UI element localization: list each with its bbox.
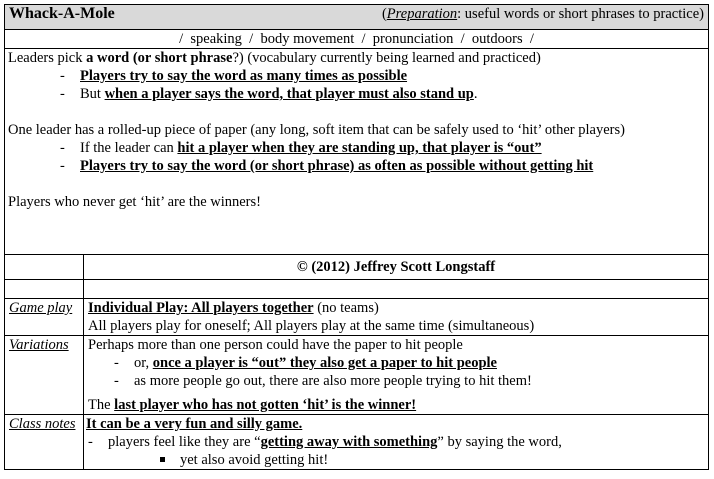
text-bold-underline: once a player is “out” they also get a paper to hit people <box>152 355 497 371</box>
classnotes-bullet-1 <box>86 433 704 451</box>
desc-bullet-3 <box>8 139 704 157</box>
description-cell <box>5 49 709 255</box>
description-row <box>5 49 709 255</box>
gameplay-label-cell <box>5 299 84 336</box>
empty-row <box>5 280 709 299</box>
text-bold-underline: Players try to say the word as many times as possible <box>80 68 408 84</box>
classnotes-subbullet-1: yet also avoid getting hit! <box>86 451 704 469</box>
classnotes-label: Class notes <box>9 416 76 432</box>
desc-line-3: Players who never get ‘hit’ are the winners! <box>8 194 261 210</box>
text: The <box>88 397 115 413</box>
spacer <box>8 175 704 193</box>
bullet-text <box>134 355 497 371</box>
text: Leaders pick <box>8 50 87 66</box>
classnotes-row <box>5 415 709 470</box>
text-bold-underline: hit a player when they are standing up, that player is “out” <box>177 140 542 156</box>
copyright-label-cell <box>5 255 84 280</box>
variations-bullet-1 <box>88 354 704 372</box>
variations-bullet-2 <box>88 372 704 390</box>
header-row <box>5 5 709 30</box>
text-bold-underline: last player who has not gotten ‘hit’ is the winner! <box>114 397 417 413</box>
bullet-text: as more people go out, there are also more people trying to hit them! <box>134 373 532 389</box>
variations-label: Variations <box>9 337 69 353</box>
gameplay-label: Game play <box>9 300 73 316</box>
text: . <box>473 86 478 102</box>
text: ” by saying the word, <box>437 434 562 450</box>
variations-label-cell <box>5 336 84 415</box>
empty-cell <box>5 280 84 299</box>
classnotes-line-1: It can be a very fun and silly game. <box>86 416 303 432</box>
text: (no teams) <box>313 300 379 316</box>
activity-title: Whack-A-Mole <box>9 5 115 22</box>
classnotes-label-cell <box>5 415 84 470</box>
text: or, <box>134 355 153 371</box>
gameplay-line-1 <box>88 299 704 317</box>
gameplay-content <box>84 299 709 336</box>
desc-line-2: One leader has a rolled-up piece of paper (any long, soft item that can be safely used to ‘hit’ other players) <box>8 122 625 138</box>
preparation-text: : useful words or short phrases to practice) <box>457 6 704 22</box>
text: If the leader can <box>80 140 178 156</box>
preparation-note <box>382 5 704 23</box>
desc-bullet-1 <box>8 67 704 85</box>
text: But <box>80 86 105 102</box>
variations-line-4 <box>88 396 704 414</box>
text-bold-underline: when a player says the word, that player must also stand up <box>104 86 474 102</box>
desc-bullet-2 <box>8 85 704 103</box>
bullet-text <box>80 140 542 156</box>
preparation-label: Preparation <box>386 6 458 22</box>
desc-line-1 <box>8 49 704 67</box>
prep-open: ( <box>381 6 387 22</box>
text: ?) (vocabulary currently being learned and practiced) <box>232 50 541 66</box>
variations-content <box>84 336 709 415</box>
desc-bullet-4 <box>8 157 704 175</box>
variations-line-1: Perhaps more than one person could have the paper to hit people <box>88 337 463 353</box>
header-cell <box>5 5 709 30</box>
copyright-text: © (2012) Jeffrey Scott Longstaff <box>84 255 709 280</box>
text-bold-underline: Individual Play: All players together <box>88 300 314 316</box>
tags-cell: / speaking / body movement / pronunciation / outdoors / <box>5 30 709 49</box>
text-bold-underline: getting away with something <box>260 434 438 450</box>
bullet-text <box>108 434 562 450</box>
text-bold-underline: Players try to say the word (or short phrase) as often as possible without getting hit <box>80 158 594 174</box>
empty-cell <box>84 280 709 299</box>
variations-row <box>5 336 709 415</box>
classnotes-content <box>84 415 709 470</box>
activity-sheet <box>4 4 709 470</box>
spacer <box>8 103 704 121</box>
tags-row <box>5 30 709 49</box>
gameplay-line-2: All players play for oneself; All players play at the same time (simultaneous) <box>88 318 535 334</box>
text-bold: a word (or short phrase <box>86 50 233 66</box>
text: players feel like they are “ <box>108 434 261 450</box>
bullet-text <box>80 86 477 102</box>
copyright-row <box>5 255 709 280</box>
gameplay-row <box>5 299 709 336</box>
